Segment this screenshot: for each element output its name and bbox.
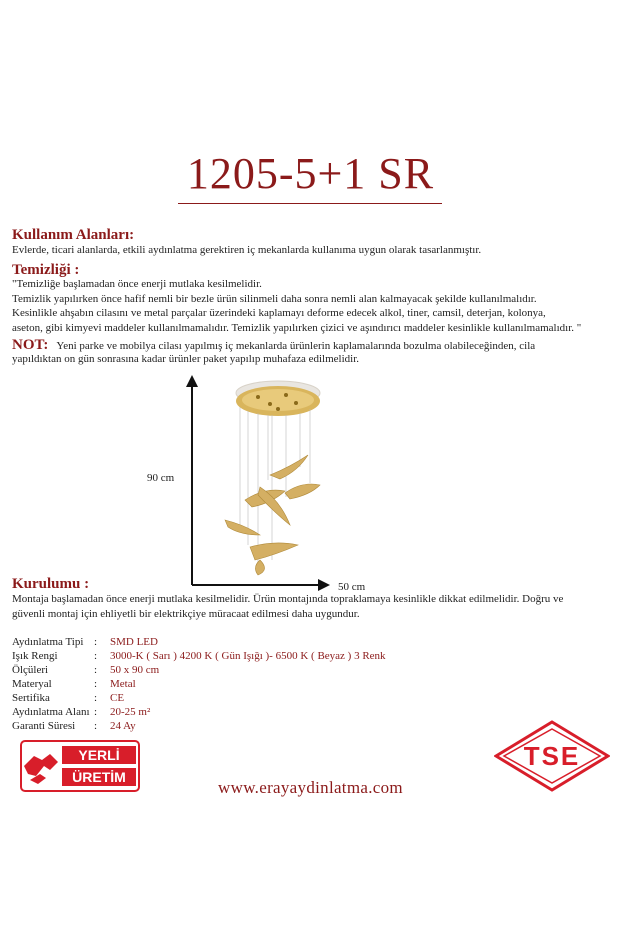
spec-label: Sertifika <box>12 692 50 704</box>
title-underline <box>178 203 442 204</box>
tse-text: TSE <box>523 741 581 771</box>
product-title: 1205-5+1 SR <box>186 149 435 198</box>
height-arrow-head <box>186 375 198 387</box>
spec-label: Garanti Süresi <box>12 720 76 732</box>
spec-separator: : <box>94 720 98 732</box>
spec-value: 3000-K ( Sarı ) 4200 K ( Gün Işığı )- 6500 K ( Beyaz ) 3 Renk <box>110 650 386 662</box>
usage-heading: Kullanım Alanları: <box>12 227 135 243</box>
spec-separator: : <box>94 650 98 662</box>
cleaning-line: aseton, gibi kimyevi maddeler kullanılmamalıdır. Temizlik yapılırken çizici ve aşındırıcı maddeler kesinlikle kullanılmamalıdır. " <box>12 321 582 334</box>
installation-text <box>12 592 563 621</box>
installation-heading: Kurulumu : <box>12 576 90 592</box>
spec-value: 50 x 90 cm <box>110 664 160 676</box>
badge-line2: ÜRETİM <box>72 769 126 785</box>
gold-leaf-shades <box>225 455 320 575</box>
cleaning-text <box>12 277 581 335</box>
product-illustration <box>140 375 390 595</box>
badge-line1: YERLİ <box>78 747 120 763</box>
spec-label: Işık Rengi <box>12 650 58 662</box>
spec-label: Aydınlatma Alanı <box>12 706 90 718</box>
installation-line: güvenli montaj için ehliyetli bir elektrikçiye müracaat edilmesi daha uygundur. <box>12 607 360 620</box>
note-line: yapıldıktan on gün sonrasına kadar ürünler paket yapılıp muhafaza edilmelidir. <box>12 353 360 365</box>
installation-line: Montaja başlamadan önce enerji mutlaka kesilmelidir. Ürün montajında topraklamaya kesinlikle dikkat edilmelidir. Doğru ve <box>12 593 564 605</box>
note-line: Yeni parke ve mobilya cilası yapılmış iç mekanlarda ürünlerin kaplamalarında bozulma olabileceğinden, cila <box>56 340 536 352</box>
website-link[interactable]: www.erayaydinlatma.com <box>218 778 403 797</box>
width-arrow-head <box>318 579 330 591</box>
cleaning-line: "Temizliğe başlamadan önce enerji mutlaka kesilmelidir. <box>12 278 262 290</box>
spec-value: 20-25 m² <box>110 706 151 718</box>
spec-separator: : <box>94 664 98 676</box>
width-label: 50 cm <box>338 581 366 593</box>
spec-separator: : <box>94 636 98 648</box>
cleaning-line: Temizlik yapılırken önce hafif nemli bir bezle ürün silinmeli daha sonra nemli alan kalmayacak şekilde kullanılmalıdır. <box>12 292 537 305</box>
spec-value: 24 Ay <box>110 720 136 732</box>
height-label: 90 cm <box>147 472 175 484</box>
spec-value: Metal <box>110 678 136 690</box>
spec-value: SMD LED <box>110 636 158 648</box>
spec-label: Materyal <box>12 678 52 690</box>
usage-text: Evlerde, ticari alanlarda, etkili aydınlatma gerektiren iç mekanlarda kullanıma uygun olarak tasarlanmıştır. <box>12 244 482 256</box>
spec-value: CE <box>110 692 125 704</box>
spec-label: Aydınlatma Tipi <box>12 636 84 648</box>
spec-separator: : <box>94 706 98 718</box>
cleaning-heading: Temizliği : <box>12 262 80 278</box>
spec-label: Ölçüleri <box>12 664 49 676</box>
cleaning-line: Kesinlikle ahşabın cilasını ve metal parçalar üzerindeki kaplamayı deforme edecek alkol, tiner, camsil, deterjan, kolonya, <box>12 307 546 319</box>
spec-separator: : <box>94 678 98 690</box>
spec-separator: : <box>94 692 98 704</box>
note-heading: NOT: <box>12 337 49 353</box>
